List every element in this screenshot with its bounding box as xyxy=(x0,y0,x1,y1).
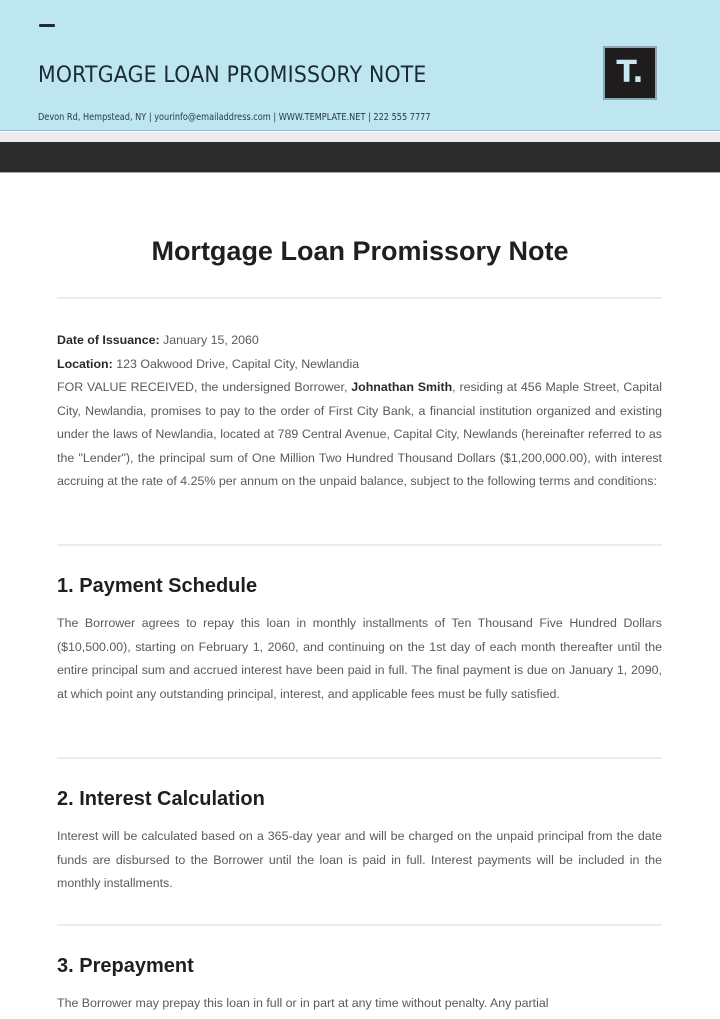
date-value: January 15, 2060 xyxy=(159,333,259,347)
letterhead-contact: Devon Rd, Hempstead, NY | yourinfo@emailaddress.com | WWW.TEMPLATE.NET | 222 555 7777 xyxy=(38,112,431,123)
letterhead-banner xyxy=(0,0,720,131)
dash-decoration xyxy=(39,24,55,27)
header-strip xyxy=(0,132,720,142)
date-label: Date of Issuance: xyxy=(57,333,160,347)
document-intro xyxy=(57,329,662,494)
location-label: Location: xyxy=(57,356,113,371)
borrower-name: Johnathan Smith xyxy=(351,380,453,394)
letterhead-title: MORTGAGE LOAN PROMISSORY NOTE xyxy=(38,63,427,88)
divider xyxy=(57,924,662,926)
divider xyxy=(57,544,662,546)
section-heading: 1. Payment Schedule xyxy=(57,575,258,597)
location xyxy=(57,353,662,377)
template-logo xyxy=(603,46,657,100)
section-heading: 3. Prepayment xyxy=(57,955,194,977)
intro-text-end: , residing at 456 Maple Street, Capital City, Newlandia, promises to pay to the order of First City Bank, a financial institution organized and existing under the laws of Newlandia, located at 789 Central Avenue, Capital City, Newlands (hereinafter referred to as the "Lender"), the principal sum of One Million Two Hundred Thousand Dollars ($1,200,000.00), with interest accruing at the rate of 4.25% per annum on the unpaid balance, subject to the following terms and conditions: xyxy=(57,380,662,488)
divider xyxy=(57,757,662,759)
section-body: Interest will be calculated based on a 365-day year and will be charged on the unpaid principal from the date funds are disbursed to the Borrower until the loan is paid in full. Interest payments will be included in the monthly installments. xyxy=(57,829,662,890)
section-body: The Borrower agrees to repay this loan in monthly installments of Ten Thousand Five Hundred Dollars ($10,500.00), starting on February 1, 2060, and continuing on the 1st day of each month thereafter until the entire principal sum and accrued interest have been paid in full. The final payment is due on January 1, 2090, at which point any outstanding principal, interest, and applicable fees must be fully satisfied. xyxy=(57,616,662,701)
divider xyxy=(57,297,662,299)
header-dark-bar xyxy=(0,142,720,173)
section-body: The Borrower may prepay this loan in full or in part at any time without penalty. Any partial xyxy=(57,996,549,1010)
date-of-issuance xyxy=(57,329,662,353)
section-heading: 2. Interest Calculation xyxy=(57,788,265,810)
location-value: 123 Oakwood Drive, Capital City, Newlandia xyxy=(112,356,360,371)
document-title: Mortgage Loan Promissory Note xyxy=(151,236,569,266)
logo-icon: T. xyxy=(616,55,644,90)
intro-paragraph xyxy=(57,376,662,494)
intro-text-start: FOR VALUE RECEIVED, the undersigned Borrower, xyxy=(57,380,352,394)
